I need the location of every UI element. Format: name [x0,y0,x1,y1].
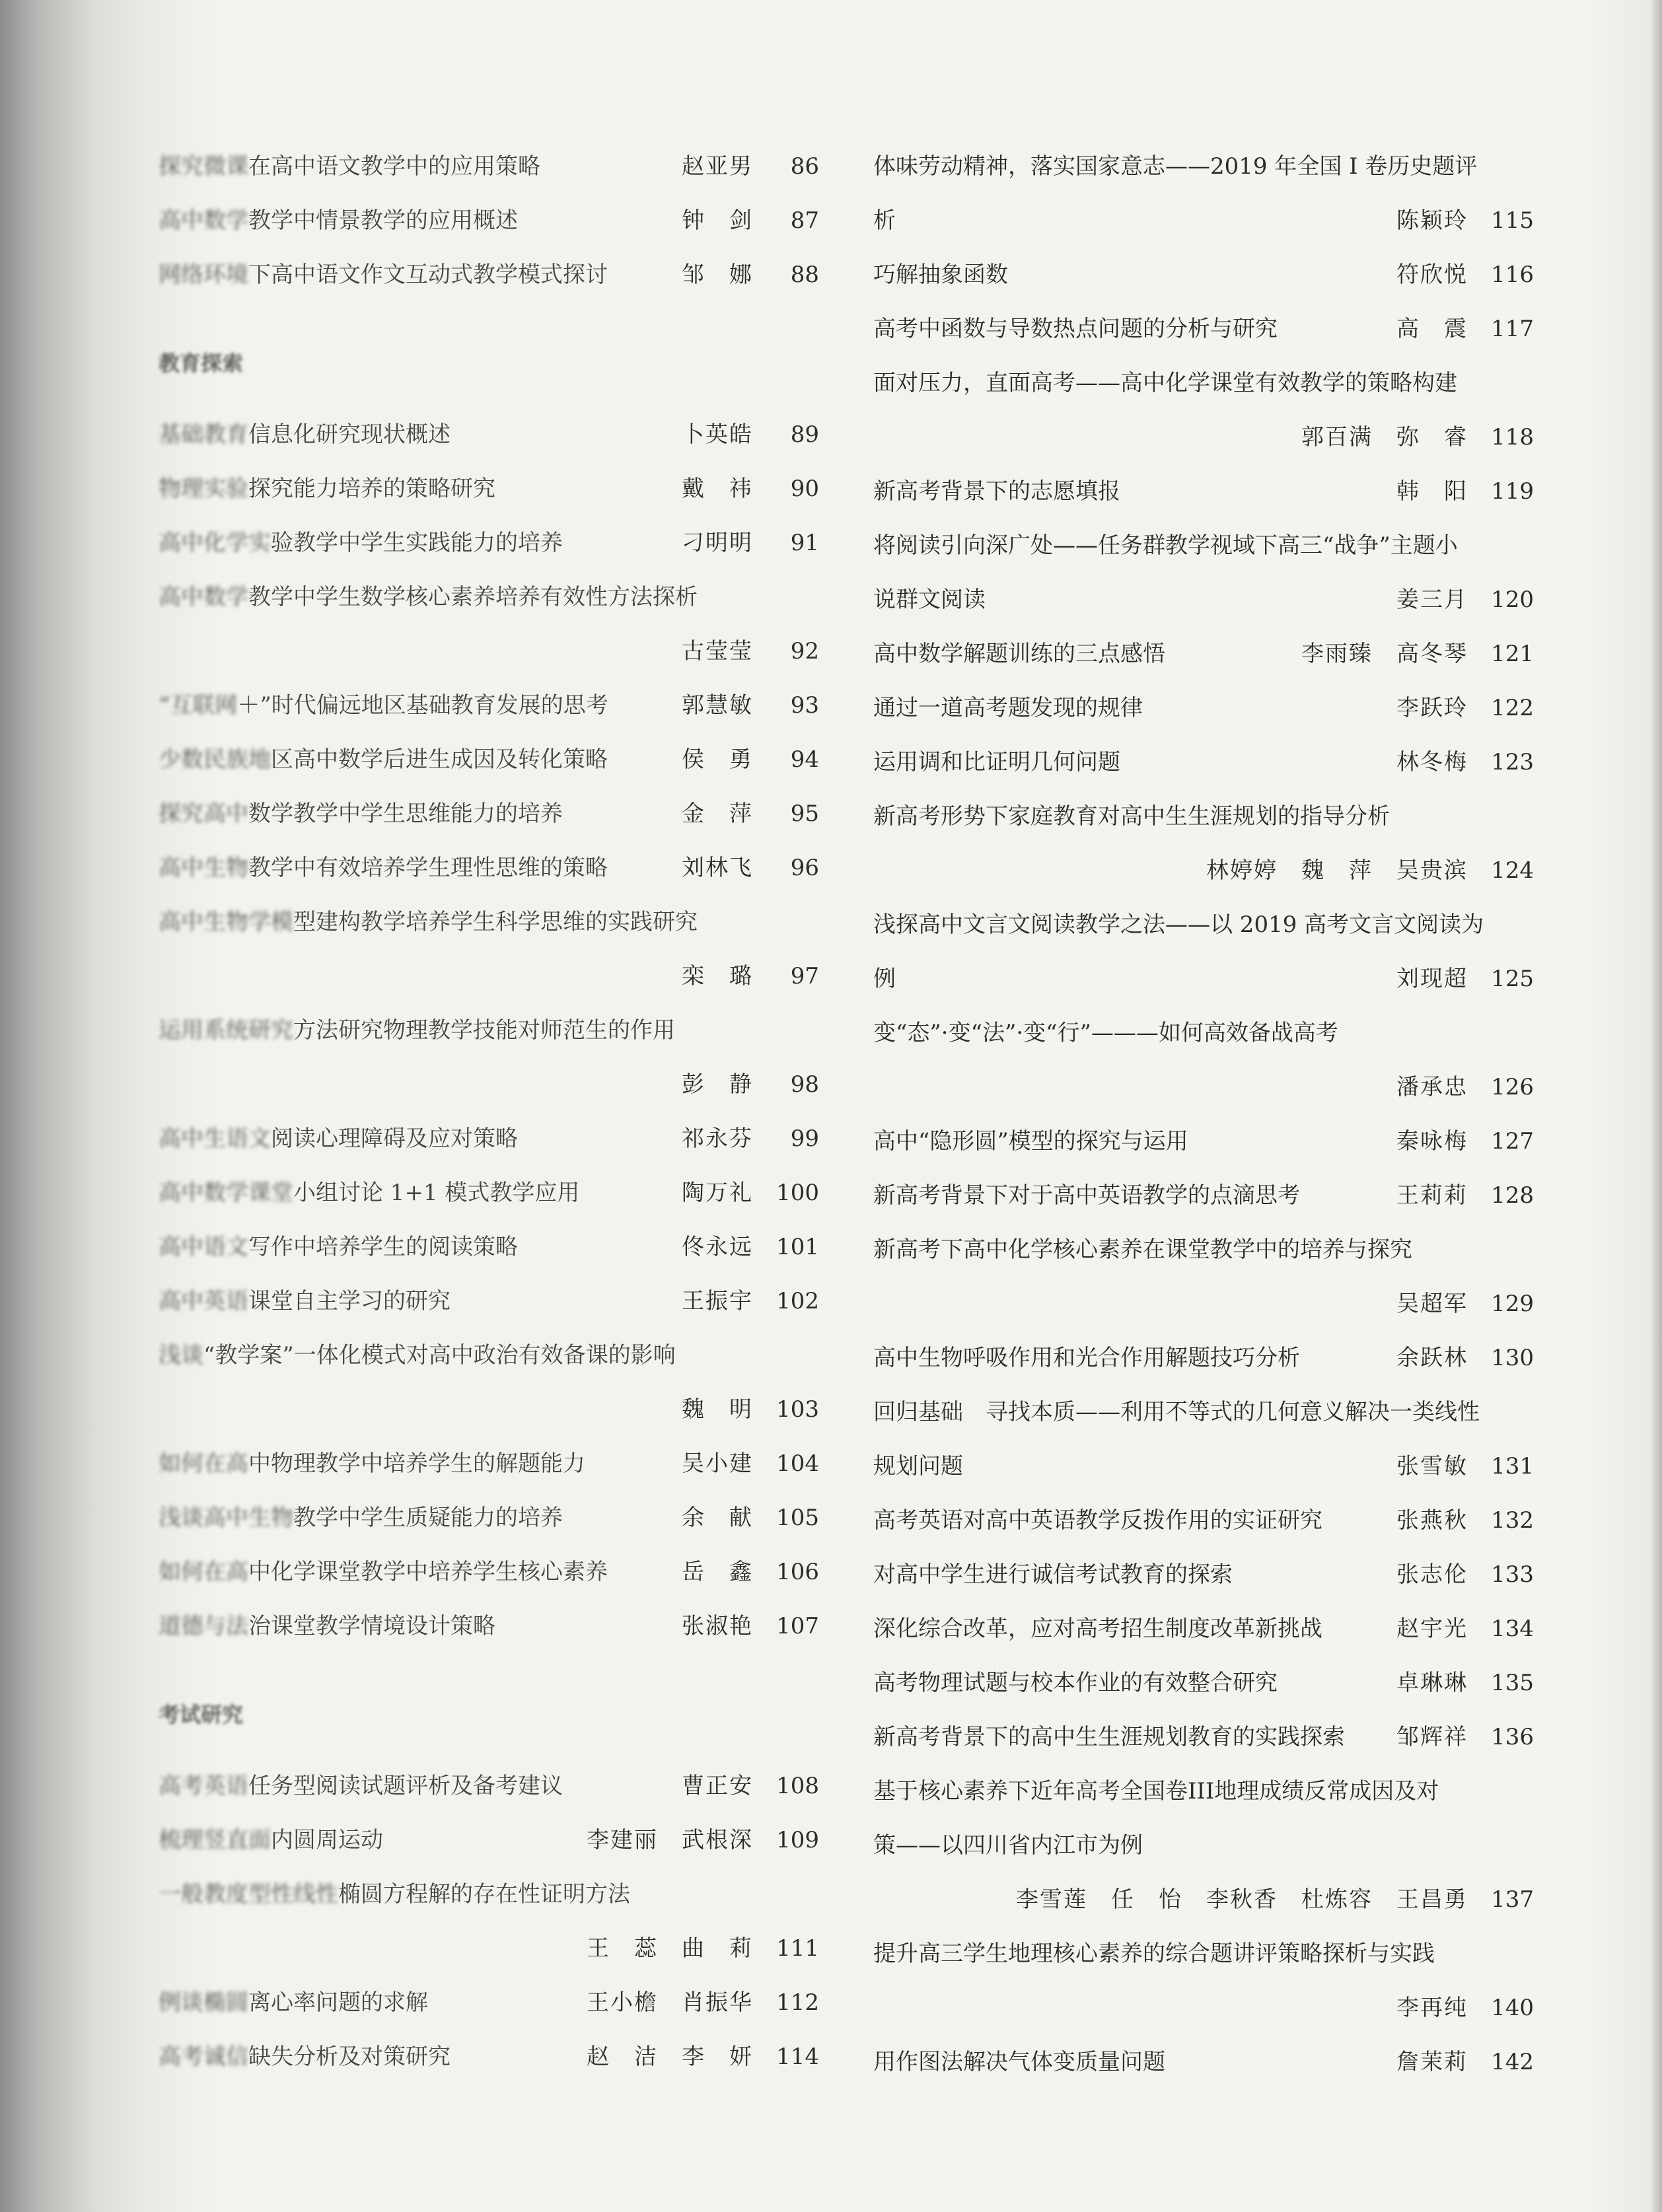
entry-author: 余 献 [682,1505,753,1531]
entry-page-number: 115 [1491,207,1534,234]
entry-author: 赵 洁 李 妍 [587,2044,753,2070]
entry-page-number: 92 [790,638,819,664]
entry-title: 通过一道高考题发现的规律 [873,695,1143,721]
entry-author: 秦咏梅 [1396,1128,1468,1155]
entry-title: 基础教育信息化研究现状概述 [159,421,451,448]
entry-page-number: 111 [776,1935,819,1962]
toc-entry [159,1390,819,1429]
entry-title: 新高考背景下的高中生生涯规划教育的实践探索 [873,1724,1345,1750]
toc-entry [873,1067,1534,1107]
entry-page-number: 129 [1491,1291,1534,1317]
entry-title: 高考英语对高中英语教学反拨作用的实证研究 [873,1507,1322,1534]
entry-title: 新高考背景下的志愿填报 [873,478,1120,505]
entry-page-number: 140 [1491,1995,1534,2021]
entry-title: 高考英语任务型阅读试题评析及备考建议 [159,1773,563,1799]
entry-title: 基于核心素养下近年高考全国卷III地理成绩反常成因及对 [873,1778,1439,1804]
entry-author: 王小檐 肖振华 [587,1989,753,2016]
entry-title: 回归基础 寻找本质——利用不等式的几何意义解决一类线性 [873,1399,1480,1425]
entry-page-number: 99 [790,1125,819,1152]
entry-page-number: 107 [776,1613,819,1639]
entry-title: 网络环境下高中语文作文互动式教学模式探讨 [159,262,608,288]
toc-entry [159,201,819,240]
entry-author: 卓琳琳 [1396,1670,1468,1696]
toc-entry [873,1392,1534,1432]
entry-page-number: 101 [776,1234,819,1260]
entry-title: 物理实验探究能力培养的策略研究 [159,476,495,502]
entry-author: 郭慧敏 [682,692,753,719]
entry-title: 高中数学教学中情景教学的应用概述 [159,207,518,234]
entry-author: 刘现超 [1396,966,1468,992]
section-heading: 教育探索 [159,351,244,376]
toc-entry [159,631,819,671]
entry-page-number: 130 [1491,1345,1534,1371]
toc-entry [873,1663,1534,1703]
entry-page-number: 126 [1491,1074,1534,1100]
entry-page-number: 135 [1491,1670,1534,1696]
entry-page-number: 87 [790,207,819,234]
entry-author: 王振宇 [682,1288,753,1314]
entry-author: 张燕秋 [1396,1507,1468,1534]
toc-entry [873,959,1534,999]
entry-page-number: 123 [1491,749,1534,775]
entry-title: 策——以四川省内江市为例 [873,1832,1143,1859]
entry-title: 体味劳动精神，落实国家意志——2019 年全国 I 卷历史题评 [873,153,1478,180]
toc-entry [873,905,1534,945]
entry-title: 新高考背景下对于高中英语教学的点滴思考 [873,1182,1300,1209]
toc-entry [159,577,819,617]
toc-entry [159,1874,819,1914]
entry-author: 卜英皓 [682,421,753,448]
entry-title: 提升高三学生地理核心素养的综合题讲评策略探析与实践 [873,1941,1435,1967]
entry-page-number: 100 [776,1180,819,1206]
toc-entry [873,255,1534,295]
toc-entry [873,526,1534,565]
toc-entry [873,688,1534,728]
entry-author: 古莹莹 [682,638,753,664]
entry-title: 浅谈“教学案”一体化模式对高中政治有效备课的影响 [159,1342,676,1369]
toc-entry [159,1011,819,1050]
toc-entry [873,1013,1534,1053]
entry-page-number: 122 [1491,695,1534,721]
toc-entry [873,309,1534,349]
entry-author: 王 蕊 曲 莉 [587,1935,753,1962]
entry-author: 戴 祎 [682,476,753,502]
entry-title: 析 [873,207,896,234]
entry-page-number: 95 [790,801,819,827]
entry-author: 佟永远 [682,1234,753,1260]
entry-page-number: 108 [776,1773,819,1799]
entry-page-number: 137 [1491,1886,1534,1913]
toc-entry [159,469,819,509]
toc-entry [873,580,1534,620]
entry-author: 侯 勇 [682,746,753,773]
entry-title: 变“态”·变“法”·变“行”———如何高效备战高考 [873,1020,1338,1046]
entry-page-number: 125 [1491,966,1534,992]
entry-page-number: 133 [1491,1561,1534,1588]
entry-title: 高中生物呼吸作用和光合作用解题技巧分析 [873,1345,1300,1371]
toc-entry [159,255,819,295]
toc-entry [159,848,819,888]
toc-entry [873,1880,1534,1919]
toc-entry [159,902,819,942]
toc-entry [159,956,819,996]
toc-entry [159,1766,819,1806]
toc-entry [159,1552,819,1592]
entry-page-number: 124 [1491,857,1534,884]
toc-entry [873,1555,1534,1594]
entry-title: 高中生物教学中有效培养学生理性思维的策略 [159,855,608,881]
entry-page-number: 91 [790,530,819,556]
entry-title: 新高考形势下家庭教育对高中生生涯规划的指导分析 [873,803,1390,830]
entry-page-number: 119 [1491,478,1534,505]
entry-title: “互联网＋”时代偏远地区基础教育发展的思考 [159,692,608,719]
toc-entry [159,1820,819,1860]
entry-author: 刁明明 [682,530,753,556]
toc-entry [159,1606,819,1646]
toc-entry [873,634,1534,674]
entry-page-number: 114 [776,2044,819,2070]
entry-title: 高考诚信缺失分析及对策研究 [159,2044,451,2070]
toc-entry [873,1826,1534,1865]
entry-author: 李雨臻 高冬琴 [1301,641,1468,667]
entry-page-number: 117 [1491,316,1534,342]
entry-title: 高中“隐形圆”模型的探究与运用 [873,1128,1188,1155]
entry-author: 吴小建 [682,1450,753,1477]
toc-entry [873,797,1534,836]
entry-page-number: 121 [1491,641,1534,667]
toc-entry [873,1122,1534,1161]
entry-page-number: 106 [776,1559,819,1585]
entry-title: 梳理竖直面内圆周运动 [159,1827,383,1853]
entry-title: 高中生语文阅读心理障碍及应对策略 [159,1125,518,1152]
toc-entry [873,1338,1534,1378]
entry-author: 陶万礼 [682,1180,753,1206]
toc-entry [159,147,819,186]
toc-entry [159,740,819,779]
entry-author: 岳 鑫 [682,1559,753,1585]
entry-author: 钟 剑 [682,207,753,234]
toc-entry [873,1176,1534,1215]
entry-author: 吴超军 [1396,1291,1468,1317]
toc-entry [873,417,1534,457]
entry-author: 张雪敏 [1396,1453,1468,1480]
entry-page-number: 89 [790,421,819,448]
entry-author: 李跃玲 [1396,695,1468,721]
toc-entry [873,1934,1534,1974]
entry-author: 王莉莉 [1396,1182,1468,1209]
entry-page-number: 116 [1491,262,1534,288]
toc-entry [873,742,1534,782]
entry-title: 一般教度型性线性椭圆方程解的存在性证明方法 [159,1881,630,1908]
entry-title: 高中数学教学中学生数学核心素养培养有效性方法探析 [159,584,698,610]
entry-title: 巧解抽象函数 [873,262,1008,288]
entry-author: 林婷婷 魏 萍 吴贵滨 [1206,857,1468,884]
toc-entry [159,1929,819,1968]
entry-title: 例谈椭圆离心率问题的求解 [159,1989,428,2016]
entry-author: 韩 阳 [1396,478,1468,505]
toc-entry [873,1284,1534,1324]
toc-entry [873,1446,1534,1486]
entry-title: 高考物理试题与校本作业的有效整合研究 [873,1670,1278,1696]
toc-entry [873,1771,1534,1811]
entry-page-number: 136 [1491,1724,1534,1750]
entry-author: 张淑艳 [682,1613,753,1639]
entry-author: 潘承忠 [1396,1074,1468,1100]
toc-entry [159,1281,819,1321]
entry-title: 深化综合改革，应对高考招生制度改革新挑战 [873,1616,1322,1642]
toc-entry [159,1173,819,1213]
entry-author: 李再纯 [1396,1995,1468,2021]
toc-entry [159,1065,819,1104]
entry-title: 对高中学生进行诚信考试教育的探索 [873,1561,1233,1588]
entry-author: 彭 静 [682,1071,753,1098]
entry-title: 如何在高中物理教学中培养学生的解题能力 [159,1450,585,1477]
entry-title: 浅探高中文言文阅读教学之法——以 2019 高考文言文阅读为 [873,911,1484,938]
entry-author: 邹辉祥 [1396,1724,1468,1750]
entry-page-number: 86 [790,153,819,180]
toc-entry [159,415,819,454]
entry-title: 浅谈高中生物教学中学生质疑能力的培养 [159,1505,563,1531]
entry-title: 将阅读引向深广处——任务群教学视域下高三“战争”主题小 [873,532,1458,559]
toc-entry [159,686,819,725]
toc-entry [159,1498,819,1538]
entry-page-number: 109 [776,1827,819,1853]
toc-entry [159,523,819,563]
toc-entry [873,1609,1534,1649]
entry-author: 詹茉莉 [1396,2049,1468,2075]
entry-page-number: 105 [776,1505,819,1531]
toc-entry [873,147,1534,186]
toc-entry [159,1336,819,1375]
entry-title: 说群文阅读 [873,587,986,613]
entry-title: 用作图法解决气体变质量问题 [873,2049,1165,2075]
toc-entry [159,1444,819,1483]
entry-page-number: 127 [1491,1128,1534,1155]
entry-author: 曹正安 [682,1773,753,1799]
entry-page-number: 142 [1491,2049,1534,2075]
entry-page-number: 132 [1491,1507,1534,1534]
entry-page-number: 112 [776,1989,819,2016]
entry-author: 栾 璐 [682,963,753,989]
entry-page-number: 103 [776,1396,819,1423]
toc-entry [159,1983,819,2022]
entry-author: 陈颖玲 [1396,207,1468,234]
entry-author: 林冬梅 [1396,749,1468,775]
toc-entry [873,363,1534,403]
toc-entry [159,1227,819,1267]
entry-author: 魏 明 [682,1396,753,1423]
entry-page-number: 120 [1491,587,1534,613]
entry-page-number: 96 [790,855,819,881]
entry-title: 高中数学课堂小组讨论 1+1 模式教学应用 [159,1180,580,1206]
entry-page-number: 90 [790,476,819,502]
entry-title: 例 [873,966,896,992]
entry-author: 姜三月 [1396,587,1468,613]
entry-title: 规划问题 [873,1453,963,1480]
entry-title: 高考中函数与导数热点问题的分析与研究 [873,316,1278,342]
entry-page-number: 104 [776,1450,819,1477]
toc-entry [873,472,1534,511]
toc-entry [873,1717,1534,1757]
entry-author: 李建丽 武根深 [587,1827,753,1853]
entry-title: 少数民族地区高中数学后进生成因及转化策略 [159,746,608,773]
entry-author: 邹 娜 [682,262,753,288]
entry-author: 金 萍 [682,801,753,827]
entry-title: 高中化学实验教学中学生实践能力的培养 [159,530,563,556]
entry-page-number: 134 [1491,1616,1534,1642]
entry-title: 高中数学解题训练的三点感悟 [873,641,1165,667]
entry-page-number: 118 [1491,424,1534,450]
entry-page-number: 128 [1491,1182,1534,1209]
entry-page-number: 102 [776,1288,819,1314]
entry-author: 张志伦 [1396,1561,1468,1588]
section-heading: 考试研究 [159,1702,244,1727]
entry-title: 运用调和比证明几何问题 [873,749,1120,775]
entry-title: 运用系统研究方法研究物理教学技能对师范生的作用 [159,1017,675,1044]
toc-entry [873,1988,1534,2028]
entry-title: 高中生物学模型建构教学培养学生科学思维的实践研究 [159,909,698,935]
entry-author: 郭百满 弥 睿 [1301,424,1468,450]
entry-title: 面对压力，直面高考——高中化学课堂有效教学的策略构建 [873,370,1457,396]
entry-title: 道德与法治课堂教学情境设计策略 [159,1613,495,1639]
toc-entry [873,201,1534,240]
toc-entry [159,2037,819,2077]
entry-author: 余跃林 [1396,1345,1468,1371]
toc-entry [159,1119,819,1159]
entry-author: 赵亚男 [682,153,753,180]
entry-author: 赵宇光 [1396,1616,1468,1642]
entry-page-number: 93 [790,692,819,719]
toc-entry [873,1230,1534,1269]
entry-author: 高 震 [1396,316,1468,342]
entry-title: 新高考下高中化学核心素养在课堂教学中的培养与探究 [873,1236,1412,1263]
entry-author: 符欣悦 [1396,262,1468,288]
entry-page-number: 98 [790,1071,819,1098]
toc-entry [873,851,1534,890]
entry-page-number: 94 [790,746,819,773]
toc-entry [873,2042,1534,2082]
scan-edge-shadow [1650,0,1662,2212]
entry-title: 探究高中数学教学中学生思维能力的培养 [159,801,563,827]
entry-title: 高中语文写作中培养学生的阅读策略 [159,1234,518,1260]
toc-entry [159,794,819,834]
toc-entry [873,1501,1534,1540]
entry-author: 刘林飞 [682,855,753,881]
entry-title: 探究微课在高中语文教学中的应用策略 [159,153,540,180]
entry-author: 李雪莲 任 怡 李秋香 杜炼容 王昌勇 [1016,1886,1468,1913]
entry-author: 祁永芬 [682,1125,753,1152]
entry-page-number: 97 [790,963,819,989]
entry-title: 如何在高中化学课堂教学中培养学生核心素养 [159,1559,608,1585]
entry-page-number: 88 [790,262,819,288]
entry-page-number: 131 [1491,1453,1534,1480]
entry-title: 高中英语课堂自主学习的研究 [159,1288,451,1314]
